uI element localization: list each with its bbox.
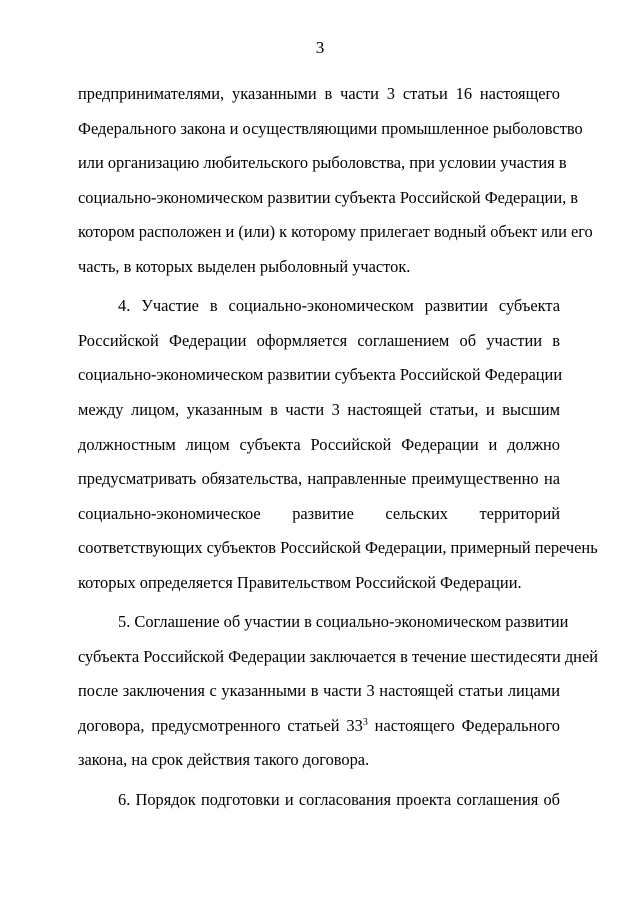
paragraph-4 bbox=[78, 289, 598, 600]
text-line: часть, в которых выделен рыболовный участок. bbox=[78, 256, 411, 276]
text-line: предпринимателями, указанными в части 3 статьи 16 настоящего bbox=[78, 84, 560, 103]
paragraph-6 bbox=[78, 783, 560, 818]
text-line: Российской Федерации оформляется соглашением об участии в bbox=[78, 330, 560, 350]
text-line: закона, на срок действия такого договора. bbox=[78, 750, 370, 770]
text-line: социально-экономическое развитие сельских территорий bbox=[78, 503, 560, 523]
text-line: 4. Участие в социально-экономическом развитии субъекта bbox=[118, 296, 560, 316]
text-line: социально-экономическом развитии субъекта Российской Федерации, в bbox=[78, 187, 579, 207]
text-fragment: договора, предусмотренного статьей 33 bbox=[78, 715, 363, 735]
superscript: 3 bbox=[362, 716, 368, 728]
document-body bbox=[78, 77, 599, 817]
page-number: 3 bbox=[315, 38, 325, 57]
text-line: Федерального закона и осуществляющими промышленное рыболовство bbox=[78, 118, 583, 138]
paragraph-5 bbox=[78, 605, 599, 778]
text-line: 6. Порядок подготовки и согласования проекта соглашения об bbox=[118, 789, 560, 809]
text-line: после заключения с указанными в части 3 настоящей статьи лицами bbox=[78, 681, 560, 701]
paragraph-continuation bbox=[78, 77, 593, 285]
text-line-with-superscript bbox=[78, 709, 560, 744]
text-line: котором расположен и (или) к которому прилегает водный объект или его bbox=[78, 222, 593, 242]
text-line: должностным лицом субъекта Российской Федерации и должно bbox=[78, 434, 560, 454]
text-line: которых определяется Правительством Российской Федерации. bbox=[78, 572, 522, 592]
text-line: соответствующих субъектов Российской Федерации, примерный перечень bbox=[78, 538, 598, 558]
text-fragment: настоящего Федерального bbox=[367, 715, 560, 735]
text-line: социально-экономическом развитии субъекта Российской Федерации bbox=[78, 365, 563, 385]
text-line: 5. Соглашение об участии в социально-экономическом развитии bbox=[118, 612, 569, 632]
text-line: предусматривать обязательства, направленные преимущественно на bbox=[78, 469, 560, 489]
text-line: между лицом, указанным в части 3 настоящей статьи, и высшим bbox=[78, 399, 560, 419]
text-line: или организацию любительского рыболовства, при условии участия в bbox=[78, 153, 567, 173]
text-line: субъекта Российской Федерации заключается в течение шестидесяти дней bbox=[78, 646, 599, 666]
